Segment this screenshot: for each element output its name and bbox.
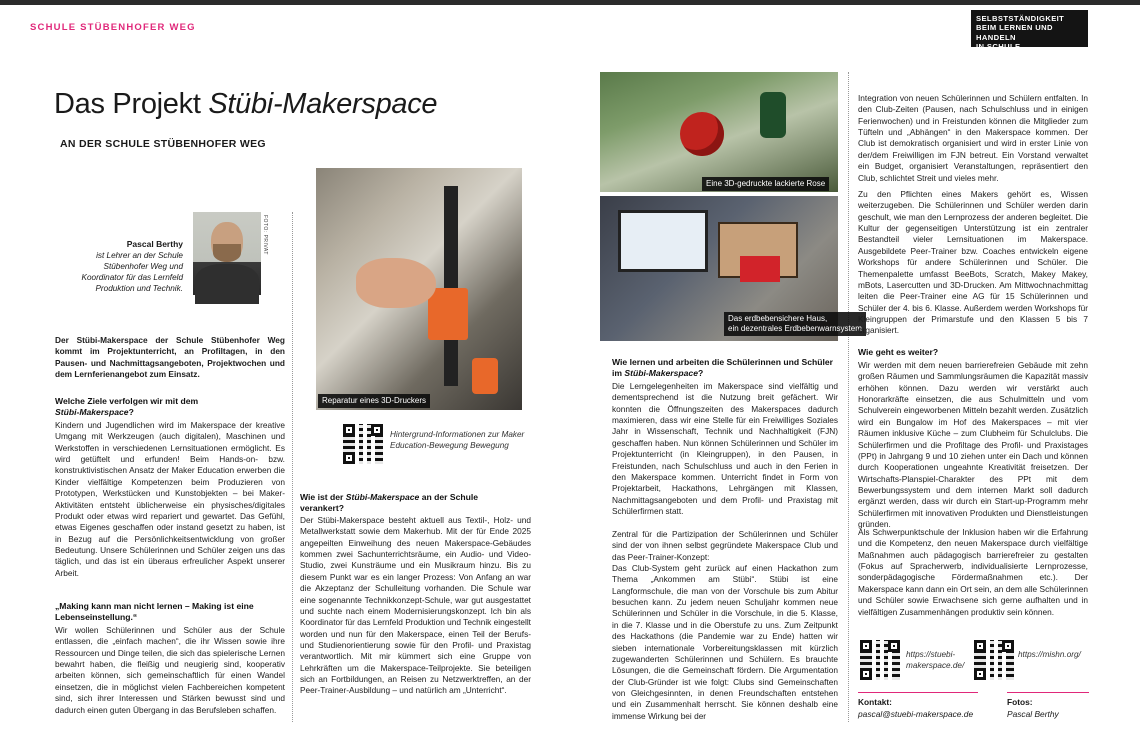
paragraph-inclusion: Als Schwerpunktschule der Inklusion haben wir die Erfahrung und die Kompetenz, den neuen Makerspace durch vielfältige Maßnahmen auch pädagogisch barrierefreier zu gestalten (Fokus auf Spracherwerb, individualisierte Lernprozesse, sonderpädagogische Fördermaßnahmen etc.). Der Makerspace kann dann ein Ort sein, an dem alle Schülerinnen und Schüler sowie Erwachsene sich gerne aufhalten und in vielfältigen Zusammenhängen produktiv sein können. <box>858 527 1088 617</box>
author-photo <box>193 212 261 295</box>
earthquake-house-caption: Das erdbebensichere Haus, ein dezentrales Erdbebenwarnsystem <box>724 312 866 336</box>
article-subtitle: AN DER SCHULE STÜBENHOFER WEG <box>60 138 266 150</box>
heading-learning: Wie lernen und arbeiten die Schülerinnen und Schüler im Stübi-Makerspace? <box>612 357 834 379</box>
theme-line-3: IN SCHULE <box>976 42 1021 52</box>
qr-code-stuebi[interactable] <box>860 640 900 680</box>
lead-paragraph: Der Stübi-Makerspace der Schule Stübenhofer Weg kommt im Projektunterricht, an Profiltagen, in den Pausen- und Nachmittagsangeboten, Projektwochen und dem Lernferienangebot zum Einsatz. <box>55 335 285 380</box>
section-label: SCHULE STÜBENHOFER WEG <box>30 22 196 33</box>
contact-email[interactable]: pascal@stuebi-makerspace.de <box>858 709 974 719</box>
printer-repair-caption: Reparatur eines 3D-Druckers <box>318 394 430 408</box>
article-title <box>54 88 437 121</box>
theme-line-1: SELBSTSTÄNDIGKEIT <box>976 14 1065 23</box>
photos-label: Fotos: <box>1007 697 1033 707</box>
paragraph-participation: Zentral für die Partizipation der Schülerinnen und Schüler sind der von ihnen selbst gegründete Makerspace Club und das Peer-Trainer-Konzept: <box>612 529 838 562</box>
heading-goals: Welche Ziele verfolgen wir mit dem Stübi-Makerspace? <box>55 396 199 418</box>
earthquake-house-image <box>600 196 862 341</box>
paragraph-anchoring: Der Stübi-Makerspace besteht aktuell aus Textil-, Holz- und Metallwerkstatt sowie dem Makerhub. Mit der für Ende 2025 angepeilten Einweihung des neuen Makerspace-Gebäudes kommen zwei Sachunterrichtsräume, ein Audio- und Video-Studio, zwei Kunsträume und ein Musikraum hinzu. Bis zu diesem Punkt war es ein langer Prozess: Von Anfang an war die Akzeptanz der Schulleitung vorhanden. Die Schule war eine sogenannte Technikkonzept-Schule, war gut ausgestattet und suchte nach einem Modernisierungskonzept. Ich bin als Koordinator für das Lernfeld Produktion und Technik eingestellt worden und nun für den Makerspace, einen Teil der Berufs- und Studienorientierung sowie für den Profil- und Praxistag verantwortlich. Mit mir kümmert sich eine Gruppe von Lehrkräften um die Makerspace-Teilprojekte. Sie beteiligen sich an Fortbildungen, an Reisen zu Netzwerktreffen, an der Peer-Trainer-Ausbildung – und natürlich am „Unterricht“. <box>300 515 531 696</box>
qr-url-mishn[interactable]: https://mishn.org/ <box>1018 650 1081 659</box>
theme-line-2: BEIM LERNEN UND HANDELN <box>976 23 1053 42</box>
title-plain: Das Projekt <box>54 88 209 120</box>
heading-anchoring: Wie ist der Stübi-Makerspace an der Schule verankert? <box>300 492 479 514</box>
column-divider <box>848 72 849 722</box>
author-bio: ist Lehrer an der Schule Stübenhofer Weg und Koordinator für das Lernfeld Produktion und Technik. <box>81 251 183 293</box>
heading-quote: „Making kann man nicht lernen – Making ist eine Lebenseinstellung.“ <box>55 601 254 623</box>
paragraph-integration: Integration von neuen Schülerinnen und Schülern entfalten. In den Club-Zeiten (Pausen, nach Schulschluss und in einigen Ferienwochen) und in Freistunden können die Mitglieder zum Tüfteln und „Abhängen“ in den Makerspace kommen. Der Club ist demokratisch organisiert und wird in erster Linie von der/dem Freiwilligen im FJN betreut. Ein Vorstand verwaltet ein Budget, organisiert Veranstaltungen, repräsentiert den Club, schlichtet Streit und vieles mehr. <box>858 93 1088 183</box>
printer-repair-image <box>316 168 522 410</box>
qr-code-mishn[interactable] <box>974 640 1014 680</box>
theme-box <box>971 10 1088 52</box>
contact-rule <box>858 692 978 693</box>
photo-credit: FOTO: PRIVAT <box>262 215 268 255</box>
rose-caption: Eine 3D-gedruckte lackierte Rose <box>702 177 829 191</box>
title-italic: Stübi-Makerspace <box>208 88 438 120</box>
paragraph-vision: Wir wollen Schülerinnen und Schüler aus der Schule entlassen, die „einfach machen“, die ihr Wissen sowie ihre Ressourcen und Dinge teilen, die sich das spielerische Lernen bewahrt haben, die fleißig und neugierig sind, kooperativ arbeiten können, sich gemeinschaftlich für einen Wandel einsetzen, die in möglichst vielen Fachbereichen kompetent sind, sich ihrer Interessen und Stärken bewusst sind und dadurch einen guten Übergang in das Berufsleben schaffen. <box>55 625 285 715</box>
paragraph-peer-trainers: Zu den Pflichten eines Makers gehört es, Wissen weiterzugeben. Die Schülerinnen und Schüler werden darin geschult, wie man den Lernprozess der anderen begleitet. Die Kultur der gegenseitigen Unterstützung ist ein zentraler Bestandteil vieler Lernsituationen im Makerspace. Ausgebildete Peer-Trainer bzw. Coaches entwickeln eigene Workshops für andere Schülerinnen und Schüler. Die Themenpalette umfasst BeeBots, Scratch, Makey Makey, mBots, Lasercutten und 3D-Drucken. Am Mittwochnachmittag leiten die Peer-Trainer eine AG für 15 Schülerinnen und Schüler der 4. bis 6. Klasse. Außerdem werden Workshops für Kleingruppen der Primarstufe und den Klassen 5 bis 7 organisiert. <box>858 189 1088 336</box>
rose-image <box>600 72 838 192</box>
heading-outlook: Wie geht es weiter? <box>858 347 939 357</box>
paragraph-club-system: Das Club-System geht zurück auf einen Hackathon zum Thema „Ankommen am Stübi“. Stübi ist eine Langformschule, die man von der Vorschule bis zum Abitur besuchen kann. Zu jedem neuen Schuljahr kommen neue Schülerinnen und Schüler in die Vorschule, in die 5. Klasse, in die 7. Klasse und in die Oberstufe zu uns. Zum Zeitpunkt des Hackathons (die Pandemie war zu Ende) hatten wir sieben internationale Vorbereitungsklassen mit kürzlich zugewanderten Schülerinnen und Schülern. Es brauchte Lösungen, die die Gemeinschaft fördern. Die Argumentation der Club-Gründer ist wie folgt: Clubs sind Gemeinschaften von Gleichgesinnten, in denen Freundschaften entstehen und ein Zusammenhalt herrscht. Sie können deshalb eine immense Wirkung bei der <box>612 563 838 721</box>
author-name: Pascal Berthy <box>126 239 183 249</box>
paragraph-goals: Kindern und Jugendlichen wird im Makerspace der kreative Umgang mit Werkzeugen (auch digitalen), Maschinen und Werkstoffen in verschiedenen Lernsituationen ermöglicht. Es wird getüftelt und erfunden! Beim Hands-on- bzw. konstruktivistischen Ansatz der Maker Education erwerben die Kinder vielfältige Kompetenzen beim Produzieren von Prototypen, Werkstücken und Kunstobjekten – bei Maker-Aktivitäten entsteht üblicherweise ein physisches/digitales Produkt oder etwas wird repariert und gewartet. Das Gefühl, etwas Eigenes geschaffen oder instand gesetzt zu haben, ist in Bezug auf die Persönlichkeitsentwicklung von großer Bedeutung. Unsere Schülerinnen und Schüler zeigen uns das täglich, und das ist ein überaus erfreulicher Aspekt unserer Arbeit. <box>55 420 285 578</box>
top-bar <box>0 0 1140 5</box>
qr-code[interactable] <box>343 424 383 464</box>
column-divider <box>292 212 293 722</box>
qr-url-stuebi[interactable]: https://stuebi-makerspace.de/ <box>906 650 965 670</box>
paragraph-learning: Die Lerngelegenheiten im Makerspace sind vielfältig und dementsprechend ist die Nutzung breit gefächert. Wir konnten die Öffnungszeiten des Makerspaces dadurch maximieren, dass wir eine Stelle für ein Freiwilliges Soziales Jahr in Wissenschaft, Technik und Nachhaltigkeit (FJN) geschaffen haben. Nun können Schülerinnen und Schüler im Projektunterricht (in Kleingruppen), in den Pausen, in Freistunden, nach Schulschluss und auch in den Ferien in den Makerspace kommen. Unterricht findet in Form von Projektarbeit, Hackathons, Lehrgängen mit Klassen, Nachmittagsangeboten und dem Profil- und Praxistag mit Schülerfirmen statt. <box>612 381 838 516</box>
photos-rule <box>1007 692 1089 693</box>
contact-label: Kontakt: <box>858 697 892 707</box>
paragraph-outlook: Wir werden mit dem neuen barrierefreien Gebäude mit zehn großen Räumen und Sammlungsräumen die Kapazität massiv erhöhen können. Dazu werden wir verstärkt auch Honorarkräfte einsetzen, die aus Schulmitteln und vom Schulverein eingeworbenen Mitteln bezahlt werden. Zusätzlich wird ein Bungalow im Hof des Makerspaces – mit vier Räumen inklusive Küche – zum Clubheim für Schulclubs. Die Schülerfirmen und die Profiltage des Profil- und Praxistages (PPt) in Jahrgang 9 und 10 ziehen unter ein Dach und können durch Kooperationen ungeahnte Kreativität freisetzen. Der Wirtschafts-Planspiel-Charakter des PPt mit dem Bewerbungssystem und dem internen Markt soll dadurch ergänzt werden, dass wir durch ein Start-up-Programm mehr Schülerfirmen mit innovativen Produkten und Dienstleistungen gründen. <box>858 360 1088 530</box>
qr-description: Hintergrund-Informationen zur Maker Education-Bewegung Bewegung <box>390 430 525 450</box>
photos-credit: Pascal Berthy <box>1007 709 1059 719</box>
